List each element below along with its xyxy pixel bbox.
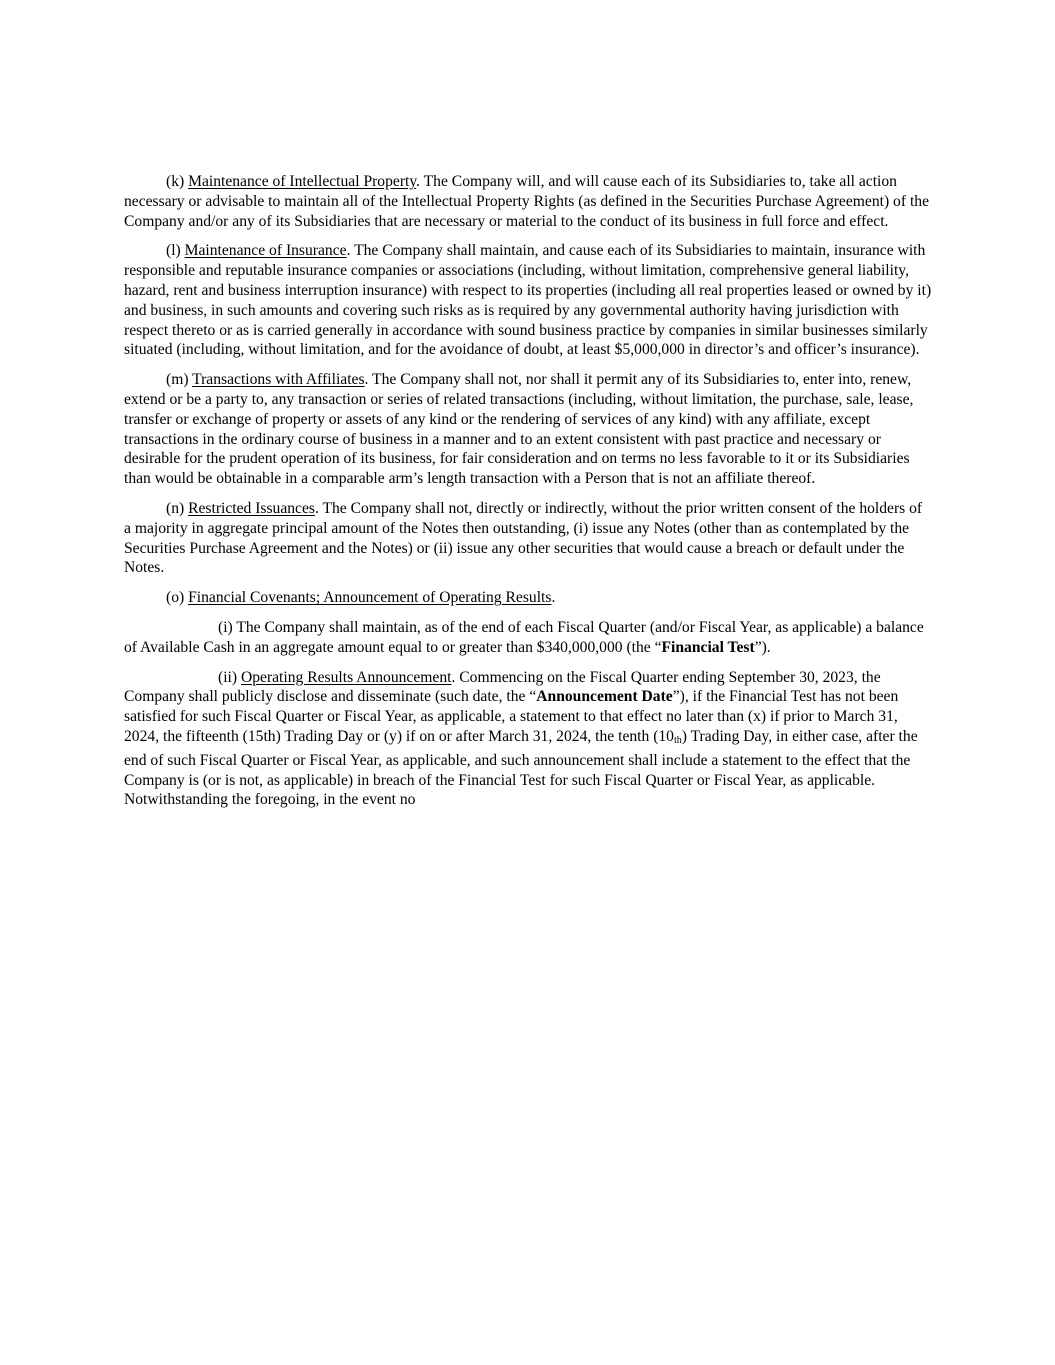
defined-term: Financial Test [661, 638, 755, 656]
paragraph-o-ii [124, 668, 932, 811]
paragraph-label: (m) [166, 371, 189, 389]
paragraph-body-end: ) Trading Day, in either case, after the end of such Fiscal Quarter or Fiscal Year, as applicable, and such announcement shall include a statement to the effect that the Company is (or is not, as applicable) in breach of the Financial Test for such Fiscal Quarter or Fiscal Year, as applicable. Notwithstanding the foregoing, in the event no [124, 727, 918, 809]
section-heading: Operating Results Announcement [240, 668, 452, 686]
paragraph-body: . The Company shall not, directly or indirectly, without the prior written consent of the holders of a majority in aggregate principal amount of the Notes then outstanding, (i) issue any Notes (other than as contemplated by the Securities Purchase Agreement and the Notes) or (ii) issue any other securities that would cause a breach or default under the Notes. [124, 499, 923, 577]
section-heading: Transactions with Affiliates [192, 371, 365, 389]
section-heading: Financial Covenants; Announcement of Operating Results [188, 589, 552, 607]
paragraph-body: . [551, 589, 556, 607]
paragraph-n [124, 499, 932, 578]
ordinal-suffix: th [673, 734, 682, 746]
paragraph-m [124, 370, 932, 489]
paragraph-label: (ii) [218, 668, 238, 686]
paragraph-body: . The Company will, and will cause each of its Subsidiaries to, take all action necessary or advisable to maintain all of the Intellectual Property Rights (as defined in the Securities Purchase Agreement) of the Company and/or any of its Subsidiaries that are necessary or material to the conduct of its business in full force and effect. [124, 173, 929, 230]
paragraph-label: (i) [218, 618, 233, 636]
paragraph-label: (n) [166, 499, 185, 517]
section-heading: Restricted Issuances [188, 499, 315, 517]
paragraph-body: . Commencing on the Fiscal Quarter ending September 30, 2023, the Company shall publicly disclose and disseminate (such date, the “ [124, 668, 881, 706]
document-page [124, 172, 932, 820]
paragraph-label: (k) [166, 173, 185, 190]
paragraph-body: The Company shall maintain, as of the end of each Fiscal Quarter (and/or Fiscal Year, as applicable) a balance of Available Cash in an aggregate amount equal to or greater than $340,000,000 (the “ [124, 618, 924, 656]
paragraph-body-middle: ”), if the Financial Test has not been satisfied for such Fiscal Quarter or Fiscal Year, as applicable, a statement to that effect no later than (x) if prior to March 31, 2024, the fifteenth (15th) Trading Day or (y) if on or after March 31, 2024, the tenth (10 [124, 688, 899, 745]
paragraph-k [124, 172, 932, 231]
section-heading: Maintenance of Intellectual Property [188, 173, 417, 190]
paragraph-l [124, 241, 932, 360]
paragraph-o [124, 588, 932, 608]
paragraph-o-i [124, 618, 932, 658]
paragraph-body-end: ”). [754, 638, 771, 656]
section-heading: Maintenance of Insurance [184, 242, 347, 260]
paragraph-label: (o) [166, 589, 185, 607]
paragraph-body: . The Company shall maintain, and cause each of its Subsidiaries to maintain, insurance with responsible and reputable insurance companies or associations (including, without limitation, comprehensive general liability, hazard, rent and business interruption insurance) with respect to its properties (including all real properties leased or owned by it) and business, in such amounts and covering such risks as is required by any governmental authority having jurisdiction with respect thereto or as is carried generally in accordance with sound business practice by companies in similar businesses similarly situated (including, without limitation, and for the avoidance of doubt, at least $5,000,000 in director’s and officer’s insurance). [124, 242, 932, 359]
defined-term: Announcement Date [536, 688, 673, 706]
paragraph-body: . The Company shall not, nor shall it permit any of its Subsidiaries to, enter into, renew, extend or be a party to, any transaction or series of related transactions (including, without limitation, the purchase, sale, lease, transfer or exchange of property or assets of any kind or the rendering of services of any kind) with any affiliate, except transactions in the ordinary course of business in a manner and to an extent consistent with past practice and necessary or desirable for the prudent operation of its business, for fair consideration and on terms no less favorable to it or its Subsidiaries than would be obtainable in a comparable arm’s length transaction with a Person that is not an affiliate thereof. [124, 371, 914, 488]
paragraph-label: (l) [166, 242, 181, 260]
